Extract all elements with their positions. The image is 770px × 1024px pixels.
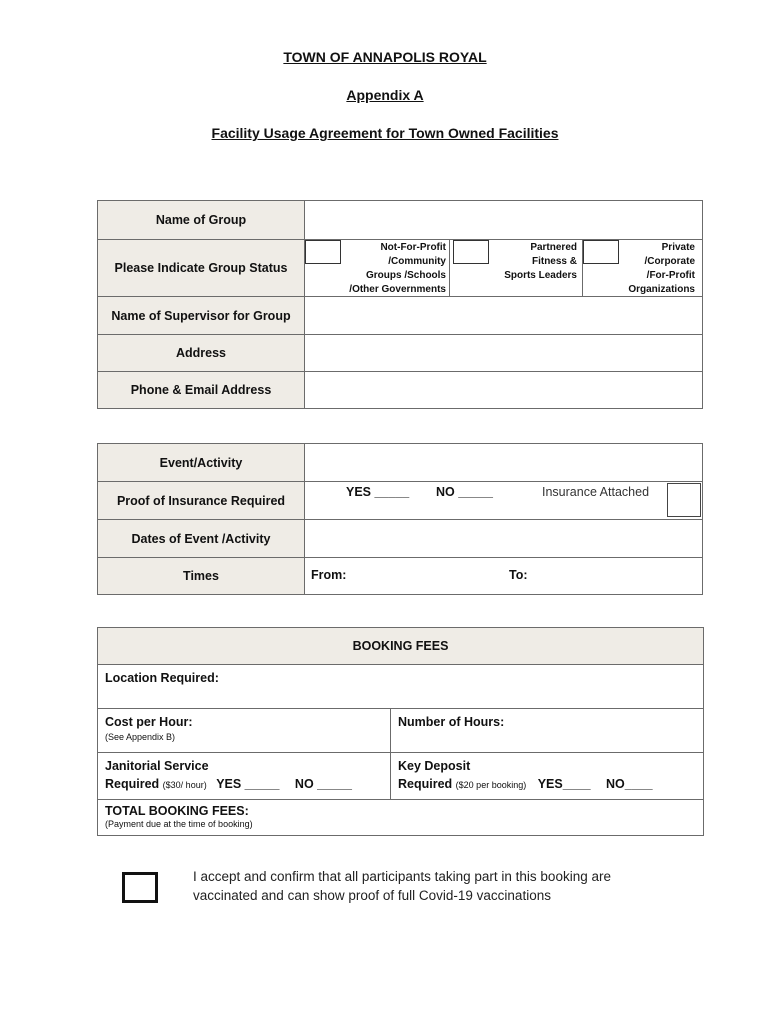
key-no[interactable]: NO____	[606, 777, 653, 791]
supervisor-label: Name of Supervisor for Group	[98, 297, 305, 335]
group-status-label: Please Indicate Group Status	[98, 240, 305, 297]
janitorial-yes[interactable]: YES _____	[216, 777, 280, 791]
appendix-title: Appendix A	[346, 87, 424, 103]
janitorial-field: Janitorial Service Required ($30/ hour) YES _____ NO _____	[98, 753, 391, 800]
status-option-partnered: Partnered Fitness & Sports Leaders	[504, 242, 577, 281]
group-info-table	[97, 200, 703, 409]
total-booking-fees-field[interactable]: TOTAL BOOKING FEES: (Payment due at the time of booking)	[98, 800, 704, 836]
covid-consent-checkbox[interactable]	[122, 872, 158, 903]
name-of-group-field[interactable]	[305, 201, 703, 240]
covid-consent-text: I accept and confirm that all participants taking part in this booking are vaccinated and can show proof of full Covid-19 vaccinations	[193, 869, 611, 903]
status-checkbox-partnered[interactable]	[453, 240, 489, 264]
janitorial-no[interactable]: NO _____	[294, 777, 352, 791]
times-field	[305, 558, 703, 595]
insurance-attached-label: Insurance Attached	[542, 485, 650, 499]
to-label[interactable]: To:	[509, 568, 528, 582]
town-title: TOWN OF ANNAPOLIS ROYAL	[283, 49, 487, 65]
event-info-table	[97, 443, 703, 595]
key-yes[interactable]: YES____	[537, 777, 591, 791]
group-status-options	[305, 240, 703, 297]
insurance-no[interactable]: NO _____	[436, 485, 493, 499]
supervisor-field[interactable]	[305, 297, 703, 335]
booking-fees-heading: BOOKING FEES	[98, 628, 704, 665]
address-label: Address	[98, 335, 305, 372]
status-option-private: Private /Corporate /For-Profit Organizations	[628, 242, 695, 295]
from-label[interactable]: From:	[311, 568, 347, 582]
number-of-hours-field[interactable]: Number of Hours:	[391, 709, 704, 753]
times-label: Times	[98, 558, 305, 595]
insurance-options	[305, 482, 703, 520]
insurance-attached-checkbox[interactable]	[667, 483, 701, 517]
booking-fees-table	[97, 627, 704, 836]
page-title: Facility Usage Agreement for Town Owned Facilities	[211, 125, 559, 141]
key-deposit-field: Key Deposit Required ($20 per booking) YES____ NO____	[391, 753, 704, 800]
event-field[interactable]	[305, 444, 703, 482]
insurance-label: Proof of Insurance Required	[98, 482, 305, 520]
address-field[interactable]	[305, 335, 703, 372]
name-of-group-label: Name of Group	[98, 201, 305, 240]
insurance-yes[interactable]: YES _____	[346, 485, 410, 499]
cost-per-hour-field[interactable]: Cost per Hour: (See Appendix B)	[98, 709, 391, 753]
dates-field[interactable]	[305, 520, 703, 558]
status-option-nonprofit: Not-For-Profit /Community Groups /Schools /Other Governments	[349, 242, 446, 295]
status-checkbox-private[interactable]	[583, 240, 619, 264]
contact-label: Phone & Email Address	[98, 372, 305, 409]
dates-label: Dates of Event /Activity	[98, 520, 305, 558]
location-field[interactable]: Location Required:	[98, 665, 704, 709]
status-checkbox-nonprofit[interactable]	[305, 240, 341, 264]
contact-field[interactable]	[305, 372, 703, 409]
event-label: Event/Activity	[98, 444, 305, 482]
